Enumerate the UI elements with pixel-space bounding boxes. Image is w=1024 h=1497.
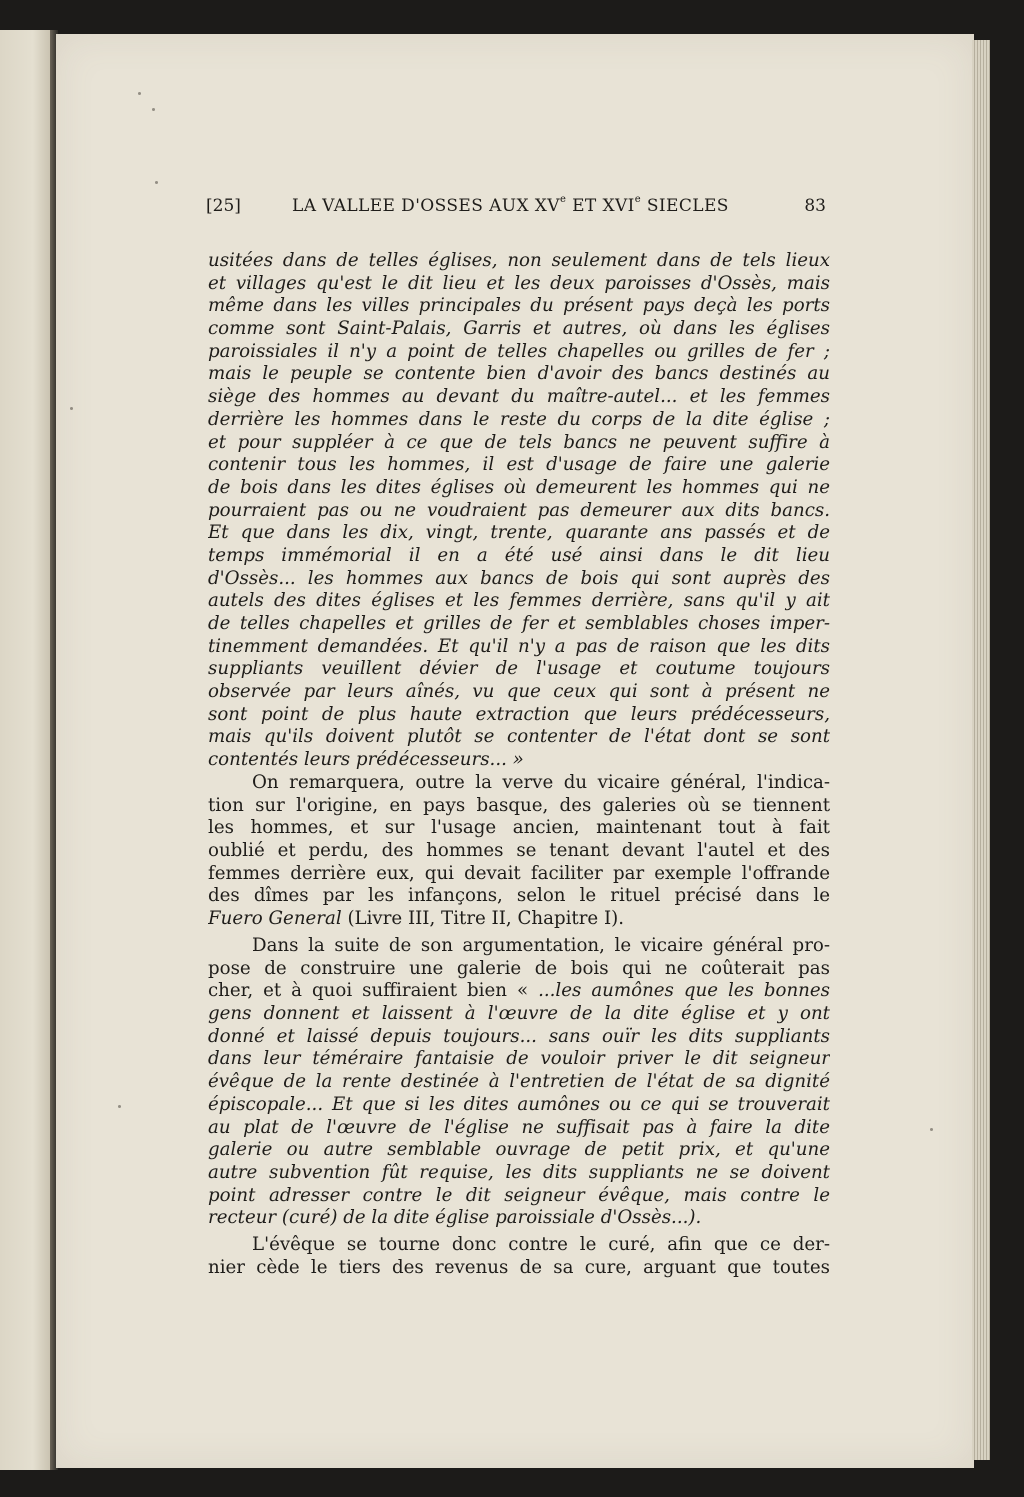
quote-line: mais qu'ils doivent plutôt se contenter de l'état dont se sont	[208, 726, 830, 748]
quote-line: usitées dans de telles églises, non seulement dans de tels lieux	[208, 250, 830, 271]
scan-speck	[155, 181, 158, 184]
quoted-passage	[208, 250, 830, 772]
paragraph-line: pose de construire une galerie de bois qui ne coûterait pas	[208, 957, 830, 979]
scan-speck	[152, 108, 155, 111]
chapter-folio: [25]	[206, 196, 241, 216]
scan-speck	[930, 1128, 933, 1131]
quote-line: et villages qu'est le dit lieu et les deux paroisses d'Ossès, mais	[208, 272, 830, 294]
quote-line: et pour suppléer à ce que de tels bancs ne peuvent suffire à	[208, 431, 830, 453]
quote-line: sont point de plus haute extraction que leurs prédécesseurs,	[208, 703, 830, 725]
roman-text: cher, et à quoi suffiraient bien «	[208, 980, 539, 1002]
quote-line: de telles chapelles et grilles de fer et semblables choses imper-	[208, 613, 830, 634]
paragraph-bishop	[208, 1234, 830, 1279]
quote-line: galerie ou autre semblable ouvrage de petit prix, et qu'une	[208, 1139, 830, 1161]
quote-line: comme sont Saint-Palais, Garris et autres, où dans les églises	[208, 318, 830, 340]
paragraph-line: femmes derrière eux, qui devait faciliter par exemple l'offrande	[208, 862, 830, 884]
citation-text: (Livre III, Titre II, Chapitre I).	[341, 908, 625, 930]
quote-line: tinemment demandées. Et qu'il n'y a pas de raison que les dits	[208, 635, 830, 657]
quote-line: suppliants veuillent dévier de l'usage et coutume toujours	[208, 658, 830, 680]
quote-line: même dans les villes principales du présent pays deçà les ports	[208, 295, 830, 317]
quote-line: dans leur téméraire fantaisie de vouloir priver le dit seigneur	[208, 1048, 830, 1070]
paragraph-line	[208, 908, 830, 931]
paragraph-line: L'évêque se tourne donc contre le curé, afin que ce der-	[252, 1234, 830, 1255]
paragraph-line: Dans la suite de son argumentation, le vicaire général pro-	[252, 935, 830, 956]
book-title-italic: Fuero General	[208, 908, 342, 930]
quote-line: épiscopale... Et que si les dites aumônes ou ce qui se trouverait	[208, 1093, 830, 1115]
quote-line: temps immémorial il en a été usé ainsi dans le dit lieu	[208, 544, 830, 566]
quote-line: observée par leurs aînés, vu que ceux qui sont à présent ne	[208, 681, 830, 703]
left-page-edge	[0, 30, 55, 1470]
paragraph-line	[208, 980, 830, 1003]
quote-line: pourraient pas ou ne voudraient pas demeurer aux dits bancs.	[208, 499, 830, 521]
running-title: LA VALLEE D'OSSES AUX XVe ET XVIe SIECLES	[292, 194, 729, 216]
quote-line: contenir tous les hommes, il est d'usage de faire une galerie	[208, 454, 830, 476]
quote-line: siège des hommes au devant du maître-autel... et les femmes	[208, 386, 830, 408]
quote-line: donné et laissé depuis toujours... sans ouïr les dits suppliants	[208, 1025, 830, 1047]
paragraph-line: les hommes, et sur l'usage ancien, maintenant tout à fait	[208, 817, 830, 839]
quote-line: autels des dites églises et les femmes derrière, sans qu'il y ait	[208, 590, 830, 612]
paragraph-line: nier cède le tiers des revenus de sa cure, arguant que toutes	[208, 1256, 830, 1278]
quote-line: mais le peuple se contente bien d'avoir des bancs destinés au	[208, 363, 830, 385]
scan-speck	[70, 407, 73, 410]
page-stack-edge	[972, 40, 990, 1460]
paragraph-line: tion sur l'origine, en pays basque, des galeries où se tiennent	[208, 794, 830, 816]
paragraph-line: des dîmes par les infançons, selon le rituel précisé dans le	[208, 885, 830, 907]
quote-line: Et que dans les dix, vingt, trente, quarante ans passés et de	[208, 522, 830, 544]
quote-line: contentés leurs prédécesseurs... »	[208, 749, 524, 771]
scan-speck	[138, 92, 141, 95]
paragraph-line: On remarquera, outre la verve du vicaire général, l'indica-	[252, 772, 830, 793]
paragraph-remarks	[208, 772, 830, 931]
quote-line: autre subvention fût requise, les dits suppliants ne se doivent	[208, 1161, 830, 1183]
quote-line: derrière les hommes dans le reste du corps de la dite église ;	[208, 408, 830, 430]
page-number: 83	[804, 196, 826, 216]
quote-text: ...les aumônes que les bonnes	[538, 980, 830, 1002]
scan-speck	[118, 1105, 121, 1108]
quote-line: d'Ossès... les hommes aux bancs de bois qui sont auprès des	[208, 567, 830, 589]
quote-line: paroissiales il n'y a point de telles chapelles ou grilles de fer ;	[208, 340, 830, 362]
quote-line: évêque de la rente destinée à l'entretien de l'état de sa dignité	[208, 1071, 830, 1093]
paragraph-argumentation	[208, 935, 830, 1230]
quote-line: point adresser contre le dit seigneur évêque, mais contre le	[208, 1184, 830, 1206]
running-head	[206, 196, 826, 226]
quote-line: recteur (curé) de la dite église paroissiale d'Ossès...).	[208, 1207, 702, 1229]
quote-line: de bois dans les dites églises où demeurent les hommes qui ne	[208, 476, 830, 498]
quote-line: au plat de l'œuvre de l'église ne suffisait pas à faire la dite	[208, 1116, 830, 1138]
quote-line: gens donnent et laissent à l'œuvre de la dite église et y ont	[208, 1003, 830, 1025]
paragraph-line: oublié et perdu, des hommes se tenant devant l'autel et des	[208, 840, 830, 862]
